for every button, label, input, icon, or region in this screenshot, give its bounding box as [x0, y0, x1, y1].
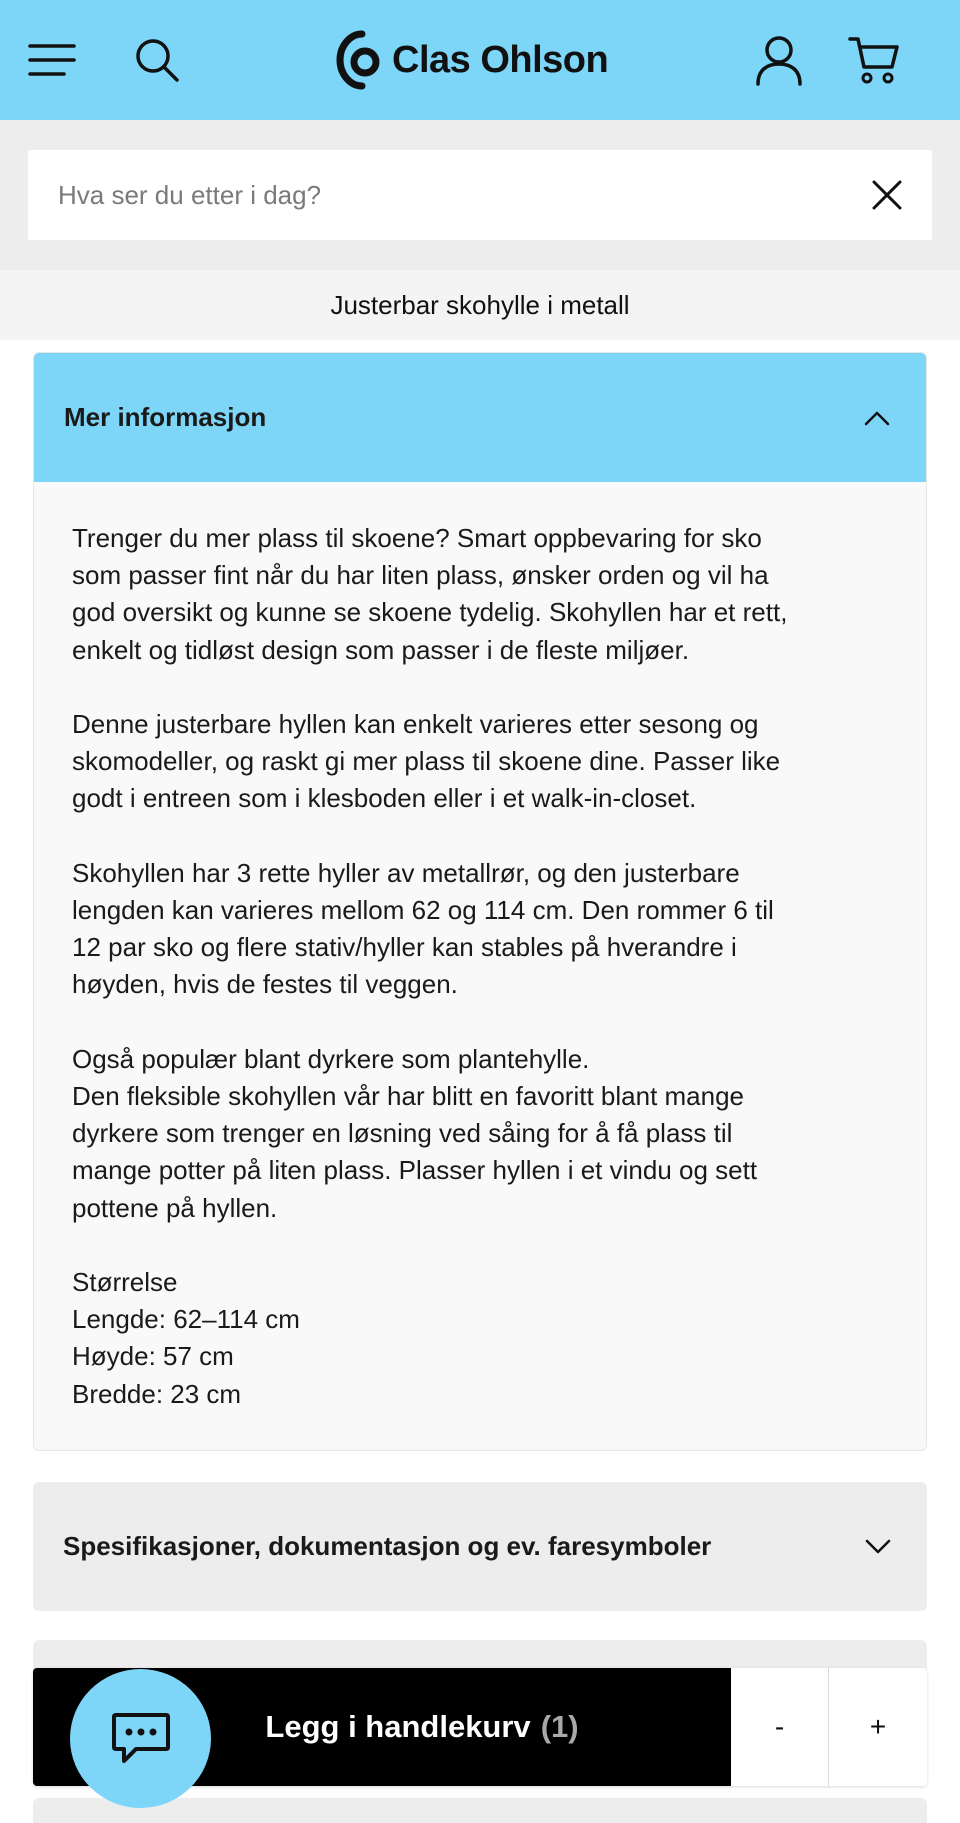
description-paragraph [72, 520, 886, 669]
account-button[interactable] [743, 24, 815, 96]
search-icon [133, 36, 181, 84]
text-line: Den fleksible skohyllen vår har blitt en favoritt blant mange [72, 1081, 745, 1111]
cart-button[interactable] [838, 24, 910, 96]
decrease-quantity-button[interactable]: - [731, 1668, 829, 1786]
text-line: Skohyllen har 3 rette hyller av metallrør, og den justerbare [72, 857, 740, 888]
clas-ohlson-logo-icon [336, 30, 384, 90]
increase-quantity-button[interactable]: + [829, 1668, 927, 1786]
add-to-cart-label: Legg i handlekurv [265, 1709, 531, 1744]
text-line: godt i entreen som i klesboden eller i et walk-in-closet. [72, 783, 697, 814]
accordion-more-info [33, 352, 927, 1451]
product-title-bar [0, 270, 960, 340]
chat-button[interactable] [70, 1669, 211, 1808]
text-line: lengden kan varieres mellom 62 og 114 cm. Den rommer 6 til [72, 895, 774, 925]
search-box [28, 150, 932, 240]
size-specs [72, 1264, 886, 1413]
brand-logo[interactable] [336, 24, 608, 96]
text-line: enkelt og tidløst design som passer i de fleste miljøer. [72, 634, 690, 665]
text-line: god oversikt og kunne se skoene tydelig. Skohyllen har et rett, [72, 597, 788, 628]
description-paragraph [72, 706, 886, 818]
search-button[interactable] [121, 24, 193, 96]
menu-icon [28, 40, 76, 80]
search-input[interactable] [28, 150, 842, 240]
accordion-title: Spesifikasjoner, dokumentasjon og ev. faresymboler [63, 1531, 712, 1561]
text-line: Lengde: 62–114 cm [72, 1304, 300, 1335]
accordion-specifications[interactable] [33, 1482, 927, 1611]
accordion-more-info-body [34, 482, 926, 1413]
text-line: Høyde: 57 cm [72, 1341, 234, 1372]
description-paragraph [72, 855, 886, 1004]
chevron-down-icon [865, 1539, 891, 1555]
menu-button[interactable] [16, 24, 88, 96]
page-title: Justerbar skohylle i metall [330, 289, 630, 320]
text-line: pottene på hyllen. [72, 1192, 278, 1223]
text-line: Bredde: 23 cm [72, 1378, 242, 1409]
site-header [0, 0, 960, 120]
text-line: dyrkere som trenger en løsning ved såing for å få plass til [72, 1118, 733, 1149]
chevron-up-icon [864, 410, 890, 426]
cart-quantity-count: (1) [540, 1709, 579, 1744]
text-line: Denne justerbare hyllen kan enkelt varieres etter sesong og [72, 709, 759, 739]
text-line: Størrelse [72, 1267, 178, 1297]
chat-bubble-icon [110, 1711, 172, 1767]
cart-icon [848, 35, 900, 85]
text-line: Trenger du mer plass til skoene? Smart oppbevaring for sko [72, 523, 762, 553]
text-line: skomodeller, og raskt gi mer plass til skoene dine. Passer like [72, 746, 781, 777]
brand-name: Clas Ohlson [392, 38, 609, 81]
accordion-more-info-header[interactable] [34, 353, 926, 482]
text-line: mange potter på liten plass. Plasser hyllen i et vindu og sett [72, 1155, 758, 1186]
text-line: Også populær blant dyrkere som plantehylle. [72, 1043, 590, 1074]
user-icon [755, 34, 803, 86]
close-icon [872, 180, 902, 210]
text-line: som passer fint når du har liten plass, ønsker orden og vil ha [72, 560, 769, 591]
clear-search-button[interactable] [842, 150, 932, 240]
text-line: 12 par sko og flere stativ/hyller kan stables på hverandre i [72, 932, 737, 963]
search-section [0, 120, 960, 270]
accordion-title: Mer informasjon [64, 402, 267, 432]
text-line: høyden, hvis de festes til veggen. [72, 969, 458, 1000]
description-paragraph [72, 1041, 886, 1227]
